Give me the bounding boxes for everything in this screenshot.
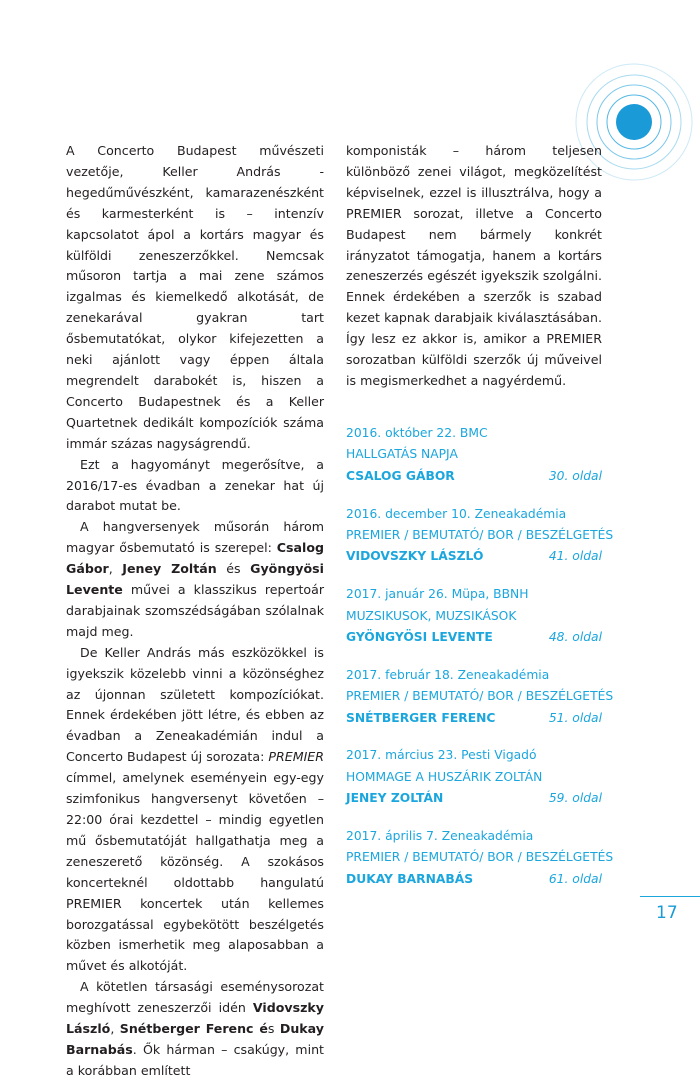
event-title: PREMIER / BEMUTATÓ/ BOR / BESZÉLGETÉS bbox=[346, 689, 614, 704]
series-name: PREMIER bbox=[268, 749, 324, 765]
event-page-ref: 30. oldal bbox=[548, 468, 602, 483]
text-span: művei a klasszikus repertoár darabjainak szomszédságában szólalnak majd meg. bbox=[66, 582, 324, 639]
text-span: . Ők hárman – csakúgy, mint a korábban említett bbox=[66, 1041, 324, 1078]
event-date-venue: 2017. április 7. Zeneakadémia bbox=[346, 829, 534, 844]
event-page-ref: 59. oldal bbox=[548, 791, 602, 806]
paragraph-premieres bbox=[66, 517, 324, 642]
event-date-venue: 2016. december 10. Zeneakadémia bbox=[346, 506, 567, 521]
event-performer: GYÖNGYÖSI LEVENTE bbox=[346, 630, 493, 645]
event-item bbox=[346, 665, 614, 729]
paragraph-tradition: Ezt a hagyományt megerősítve, a 2016/17-es évadban a zenekar hat új darabot mutat be. bbox=[66, 456, 324, 514]
right-text-column bbox=[346, 141, 602, 392]
text-span: , bbox=[110, 1021, 120, 1037]
event-item bbox=[346, 584, 602, 648]
event-performer: JENEY ZOLTÁN bbox=[346, 791, 444, 806]
event-title: HOMMAGE A HUSZÁRIK ZOLTÁN bbox=[346, 769, 543, 784]
event-performer-row bbox=[346, 788, 602, 809]
event-title: PREMIER / BEMUTATÓ/ BOR / BESZÉLGETÉS bbox=[346, 850, 614, 865]
paragraph-intro: A Concerto Budapest művészeti vezetője, Keller András - hegedűművészként, kamarazenészként és karmesterként is – intenzív kapcsolatot ápol a kortárs magyar és külföldi zeneszerzőkkel. Nemcsak műsoron tartja a mai zene számos izgalmas és kiemelkedő alkotását, de zenekarával gyakran tart ősbemutatókat, olykor kifejezetten a neki ajánlott vagy éppen általa megrendelt darabokét is, hiszen a Concerto Budapestnek és a Keller Quartetnek dedikált kompozíciók száma immár százas nagyságrendű. bbox=[66, 143, 324, 451]
composer-name: Snétberger Ferenc é bbox=[119, 1021, 268, 1037]
event-item bbox=[346, 504, 614, 568]
event-performer: DUKAY BARNABÁS bbox=[346, 871, 474, 886]
text-span: s bbox=[267, 1021, 280, 1037]
event-performer: SNÉTBERGER FERENC bbox=[346, 710, 496, 725]
event-date-venue: 2017. március 23. Pesti Vigadó bbox=[346, 748, 537, 763]
event-date-venue: 2017. február 18. Zeneakadémia bbox=[346, 667, 550, 682]
event-performer-row bbox=[346, 627, 602, 648]
paragraph-premier-series bbox=[66, 643, 324, 978]
paragraph-continuation: komponisták – három teljesen különböző zenei világot, megközelítést képviselnek, ezzel is illusztrálva, hogy a PREMIER sorozat, illetve a Concerto Budapest nem bármely konkrét irányzatot támogatja, hanem a kortárs zeneszerzés egészét igyekszik szolgálni. Ennek érdekében a szerzők is szabad kezet kapnak darabjaik kiválasztásában. Így lesz ez akkor is, amikor a PREMIER sorozatban külföldi szerzők új műveivel is megismerkedhet a nagyérdemű. bbox=[346, 143, 602, 388]
text-span: címmel, amelynek eseményein egy-egy szimfonikus hangversenyt követően – 22:00 órai kezdettel – mindig egyetlen mű ősbemutatóját hallgathatja meg a zeneszerető közönség. A szokásos koncerteknél oldottabb hangulatú PREMIER koncertek után kellemes borozgatással egybekötött beszélgetés közben ismerhetik meg alaposabban a művet és alkotóját. bbox=[66, 770, 324, 974]
event-page-ref: 61. oldal bbox=[548, 871, 602, 886]
event-performer-row bbox=[346, 708, 602, 729]
event-page-ref: 41. oldal bbox=[548, 549, 602, 564]
event-performer: VIDOVSZKY LÁSZLÓ bbox=[346, 549, 484, 564]
event-date-venue: 2016. október 22. BMC bbox=[346, 426, 488, 440]
event-page-ref: 48. oldal bbox=[548, 630, 602, 645]
event-performer: CSALOG GÁBOR bbox=[346, 468, 455, 483]
event-item bbox=[346, 826, 614, 890]
event-title: PREMIER / BEMUTATÓ/ BOR / BESZÉLGETÉS bbox=[346, 528, 614, 543]
composer-name: Jeney Zoltán bbox=[122, 561, 217, 577]
event-list bbox=[346, 423, 614, 907]
event-performer-row bbox=[346, 546, 602, 567]
text-span: , bbox=[108, 561, 123, 577]
event-performer-row bbox=[346, 869, 602, 890]
event-item bbox=[346, 423, 602, 487]
text-span: és bbox=[216, 561, 251, 577]
composer-name: Dukay Barnabás bbox=[66, 1021, 324, 1057]
paragraph-composers bbox=[66, 977, 324, 1082]
text-span: A kötetlen társasági eseménysorozat meghívott zeneszerzői idén bbox=[66, 979, 324, 1016]
event-date-venue: 2017. január 26. Müpa, BBNH bbox=[346, 587, 529, 602]
page-number: 17 bbox=[656, 903, 678, 923]
composer-name: Gyöngyösi Levente bbox=[66, 561, 324, 598]
event-performer-row bbox=[346, 466, 602, 487]
text-span: A hangversenyek műsorán három magyar ősbemutató is szerepel: bbox=[66, 519, 324, 556]
event-page-ref: 51. oldal bbox=[548, 710, 602, 725]
event-title: MUZSIKUSOK, MUZSIKÁSOK bbox=[346, 608, 517, 623]
composer-name: Vidovszky László bbox=[66, 1000, 324, 1037]
footer-rule bbox=[640, 896, 700, 897]
left-text-column bbox=[66, 141, 324, 1082]
event-title: HALLGATÁS NAPJA bbox=[346, 447, 458, 462]
text-span: De Keller András más eszközökkel is igyekszik közelebb vinni a közönséghez az újonnan született kompozíciókat. Ennek érdekében jött létre, és ebben az évadban a Zeneakadémián indul a Concerto Budapest új sorozata: bbox=[66, 644, 324, 765]
composer-name: Csalog Gábor bbox=[66, 540, 324, 577]
event-item bbox=[346, 745, 602, 809]
